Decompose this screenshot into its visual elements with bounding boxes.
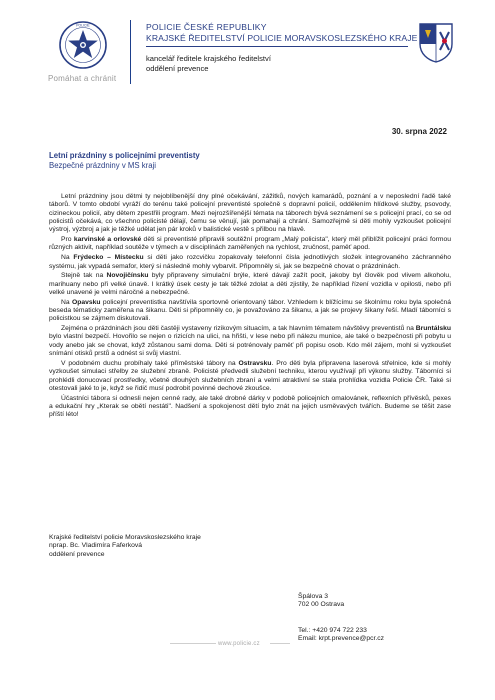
region-name: Novojičínsku	[106, 272, 149, 280]
header-rule	[146, 46, 408, 47]
contact-phone: Tel.: +420 974 722 233	[298, 627, 367, 634]
signature-department: oddělení prevence	[49, 550, 105, 558]
text-run: si děti jako rozcvičku zopakovaly telefonní čísla jednotlivých složek integrovaného záchranného systému, jak vypadá semafor, který si následně mohly vybarvit. Připomněly si, jak se bezpečně chovat o prázdninách.	[49, 254, 451, 270]
org-subname: KRAJSKÉ ŘEDITELSTVÍ POLICIE MORAVSKOSLEZSKÉHO KRAJE	[146, 33, 418, 43]
text-run: V podobném duchu probíhaly také příměstské tábory na	[61, 359, 239, 367]
paragraph	[49, 236, 451, 253]
contact-email[interactable]: Email: krpt.prevence@pcr.cz	[298, 635, 385, 643]
paragraph	[49, 299, 451, 324]
footer-rule	[270, 643, 290, 644]
paragraph	[49, 395, 451, 420]
org-name: POLICIE ČESKÉ REPUBLIKY	[146, 22, 267, 32]
footer-rule	[170, 643, 216, 644]
region-name: Bruntálsku	[415, 325, 451, 333]
paragraph	[49, 360, 451, 393]
article-body	[49, 193, 451, 421]
office-department: oddělení prevence	[146, 64, 209, 73]
region-name: karvinské a orlovské	[73, 236, 142, 244]
address-city: 702 00 Ostrava	[298, 601, 345, 609]
region-name: Frýdecko – Místecku	[73, 254, 144, 262]
footer-url[interactable]: www.policie.cz	[218, 641, 260, 647]
text-run: bylo vlastní bezpečí. Hovořilo se nejen o rizicích na ulici, na hřišti, v lese nebo při nálezu munice, ale také o bezpečnosti při pobytu u vody anebo jak se chovat, když zůstanou sami doma. Děti si potrénovaly paměť při popisu osob. Kdo měl zájem, mohl si vyzkoušet snímání otisků prstů a odnést si svůj vlastní.	[49, 333, 451, 358]
police-star-badge-icon	[58, 20, 108, 70]
text-run: Na	[61, 298, 72, 306]
signature-block	[49, 534, 201, 559]
signature-org: Krajské ředitelství policie Moravskoslezského kraje	[49, 534, 201, 541]
document-title: Letní prázdniny s policejními preventisty	[49, 151, 200, 160]
motto: Pomáhat a chránit	[48, 74, 117, 83]
text-run: . Pro děti byla připravena laserová střelnice, kde si mohly vyzkoušet simulaci střelby ze služební zbraně. Policisté předvedli služební techniku, kterou využívají při výkonu služby. Táborníci si prohlédli donucovací prostředky, včetně dlouhých služebních zbraní a velmi atraktivní se stala prohlídka vozidla Policie ČR. Také si otestovali jaké to je, když se řidič musí podrobit povinné dechové zkoušce.	[49, 359, 451, 392]
text-run: policejní preventistka navštívila sportovně orientovaný tábor. Vzhledem k blížícímu se školnímu roku byla společná beseda tématicky zaměřena na šikanu. Děti si připomněly co, je považováno za šikanu, a jak se projevy šikany řeší. Mladí táborníci s policistkou se zájmem diskutovali.	[49, 298, 451, 323]
paragraph	[49, 272, 451, 297]
text-run: Pro	[61, 236, 74, 244]
regional-crest-icon	[416, 20, 456, 64]
document-subtitle: Bezpečné prázdniny v MS kraji	[49, 161, 157, 170]
paragraph	[49, 325, 451, 358]
address-street: Špálova 3	[298, 593, 329, 600]
text-run: Letní prázdniny jsou dětmi ty nejoblíbenější dny plné očekávání, zážitků, nových kamarádů, poznání a v neposlední řadě také táborů. V tomto období vyráží do terénu také policejní preventisté společně s dopravní policií, oddělením hlídkové služby, psovody, cizineckou policií, aby dětem zpestřili program. Mezi nejrozšířenější témata na táborech bývá seznámení se s policejní prací, co se od policistů očekává, co všechno policisté dělají, čemu se věnují, jak pomahají a chrání. Samozřejmě si děti mohly vyzkoušet policejní výstroj, výzbroj a jak je těžké udělat jen pár kroků v balistické vestě s přilbou na hlavě.	[49, 193, 451, 234]
text-run: Účastníci tábora si odnesli nejen cenné rady, ale také drobné dárky v podobě policejních omalovánek, reflexních přívěsků, pexes a edukační hry „Kterak se obětí nestáti". Nadšení a spokojenost dětí bylo znát na jejich usměvavých tvářích. Budeme se těšit zase příští léto!	[49, 394, 451, 419]
text-run: Stejně tak na	[61, 272, 107, 280]
region-name: Ostravsku	[238, 359, 272, 367]
svg-text:POLICIE: POLICIE	[76, 23, 90, 28]
header-divider	[130, 20, 131, 84]
paragraph	[49, 193, 451, 235]
contact-block	[298, 627, 384, 644]
text-run: Na	[61, 254, 74, 262]
signature-name: nprap. Bc. Vladimíra Faferková	[49, 542, 143, 550]
document-date: 30. srpna 2022	[391, 127, 447, 136]
office-name: kancelář ředitele krajského ředitelství	[146, 54, 271, 63]
text-run: Zejména o prázdninách jsou děti častěji vystaveny rizikovým situacím, a tak hlavním tématem návštěvy preventistů na	[61, 325, 416, 333]
region-name: Opavsku	[71, 298, 101, 306]
address-block	[298, 593, 344, 610]
text-run: byly připraveny simulační brýle, které dávají zažít pocit, jakoby byl člověk pod vlivem alkoholu, marihuany nebo při velké únavě. I krátký úsek cesty je tak těžké zdolat a děti zjistily, že například řízení vozidla v opilosti, nebo při velké unavené je velmi náročné a nebezpečné.	[49, 272, 451, 296]
paragraph	[49, 254, 451, 271]
text-run: děti si preventisté připravili soutěžní program „Malý policista", který měl přiblížit policejní práci formou různých aktivit, například soutěže v týmech a v disciplínách zaměřených na rychlost, zručnost, paměť apod.	[49, 236, 452, 252]
